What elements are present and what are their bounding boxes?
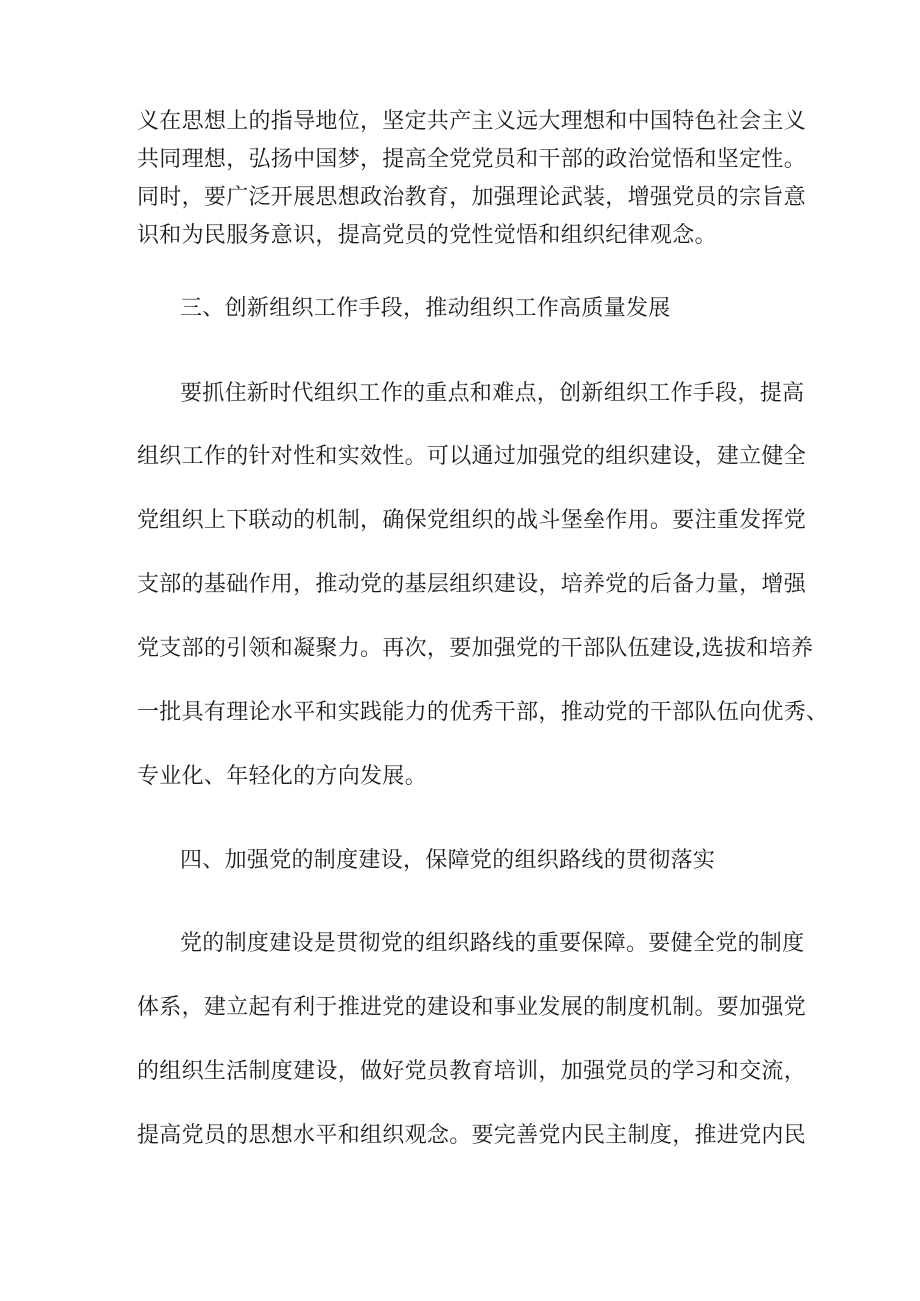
paragraph-2-line-5: 党支部的引领和凝聚力。再次，要加强党的干部队伍建设,选拔和培养	[137, 636, 814, 661]
paragraph-2-line-4: 支部的基础作用，推动党的基层组织建设，培养党的后备力量，增强	[137, 572, 807, 597]
section-heading-3: 三、创新组织工作手段，推动组织工作高质量发展	[180, 296, 671, 321]
paragraph-1-line-2: 共同理想，弘扬中国梦，提高全党党员和干部的政治觉悟和坚定性。	[137, 147, 807, 172]
section-heading-4: 四、加强党的制度建设，保障党的组织路线的贯彻落实	[180, 848, 716, 873]
paragraph-3-line-1: 党的制度建设是贯彻党的组织路线的重要保障。要健全党的制度	[180, 931, 805, 956]
paragraph-3-line-3: 的组织生活制度建设，做好党员教育培训，加强党员的学习和交流，	[137, 1059, 807, 1084]
paragraph-1-line-1: 义在思想上的指导地位，坚定共产主义远大理想和中国特色社会主义	[137, 109, 807, 134]
paragraph-2-line-7: 专业化、年轻化的方向发展。	[137, 764, 427, 789]
paragraph-1-line-3: 同时，要广泛开展思想政治教育，加强理论武装，增强党员的宗旨意	[137, 185, 807, 210]
paragraph-3-line-2: 体系，建立起有利于推进党的建设和事业发展的制度机制。要加强党	[137, 995, 807, 1020]
paragraph-3-line-4: 提高党员的思想水平和组织观念。要完善党内民主制度，推进党内民	[137, 1123, 807, 1148]
paragraph-2-line-3: 党组织上下联动的机制，确保党组织的战斗堡垒作用。要注重发挥党	[137, 508, 807, 533]
paragraph-2-line-1: 要抓住新时代组织工作的重点和难点，创新组织工作手段，提高	[180, 381, 805, 406]
paragraph-2-line-6: 一批具有理论水平和实践能力的优秀干部，推动党的干部队伍向优秀、	[137, 700, 829, 725]
paragraph-2-line-2: 组织工作的针对性和实效性。可以通过加强党的组织建设，建立健全	[137, 444, 807, 469]
paragraph-1-line-4: 识和为民服务意识，提高党员的党性觉悟和组织纪律观念。	[137, 223, 717, 248]
